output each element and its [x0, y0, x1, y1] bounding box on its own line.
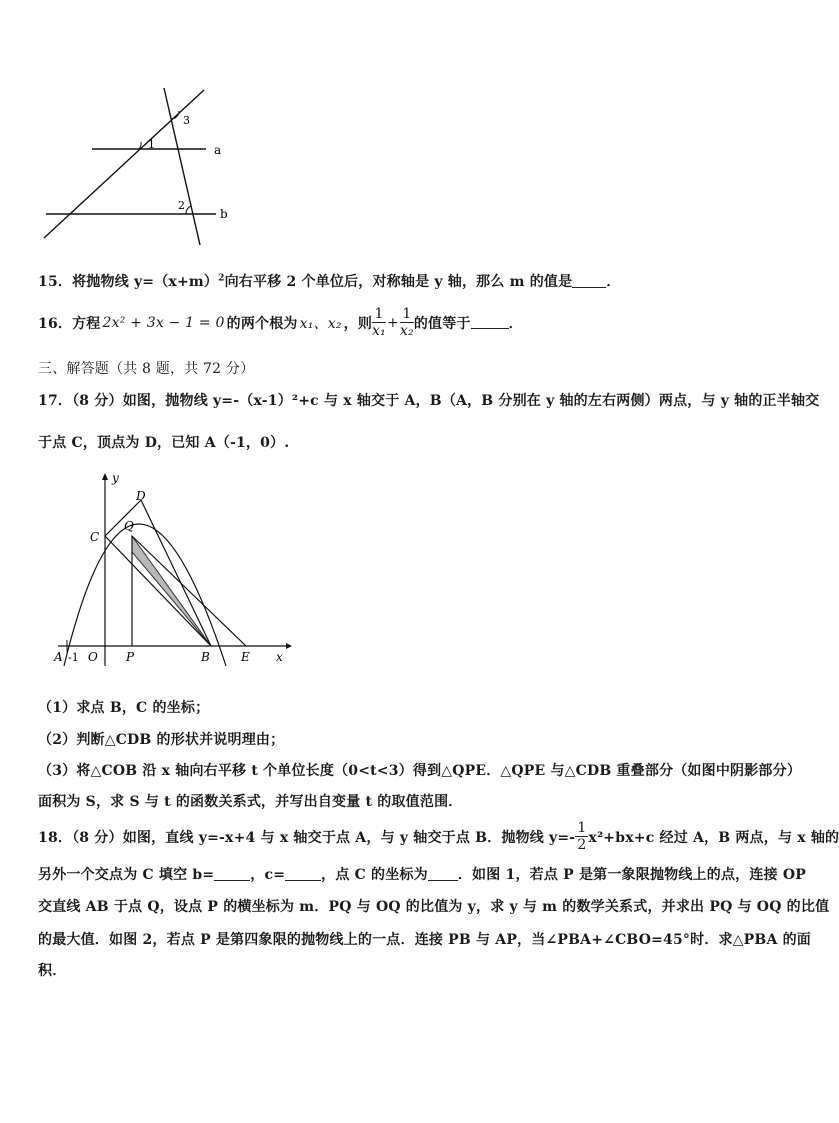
q16-end: ．	[508, 315, 523, 332]
section-3-heading: 三、解答题（共 8 题，共 72 分）	[38, 361, 255, 377]
line-b-label: b	[220, 207, 228, 221]
q15-answer-blank[interactable]	[572, 275, 606, 288]
q16-prefix: 方程	[72, 315, 101, 332]
q18-line-1	[38, 820, 839, 853]
angle-3-arc	[171, 111, 179, 119]
q18-frac-numerator: 1	[577, 820, 587, 836]
label-Q: Q	[124, 519, 134, 533]
label-y: y	[112, 471, 119, 485]
q18-line-2-d: ．如图 1，若点 P 是第一象限抛物线上的点，连接 OP	[457, 867, 806, 883]
q18-line-2-a: 另外一个交点为 C 填空 b=	[38, 867, 215, 883]
q18-line-1-a: 18．（8 分）如图，直线 y=-x+4 与 x 轴交于点 A，与 y 轴交于点 B．抛物线 y=-	[38, 829, 576, 846]
shaded-overlap-region	[132, 536, 211, 646]
label-O: O	[88, 650, 98, 664]
q18-line-2-c: ，点 C 的坐标为	[321, 867, 428, 883]
angle-3-label: 3	[183, 114, 190, 127]
q15-text-b: 向右平移 2 个单位后，对称轴是 y 轴，那么 m 的值是	[224, 274, 573, 290]
transversal-line-2	[164, 88, 200, 245]
q18-blank-point-c[interactable]	[428, 868, 458, 881]
label-minus-1: -1	[68, 651, 79, 664]
q18-line-2	[38, 864, 806, 884]
q16-frac1-denominator: x₁	[372, 323, 386, 339]
line-a-label: a	[214, 143, 222, 157]
angle-2-arc	[186, 206, 191, 214]
y-axis-arrow	[102, 473, 108, 480]
q17-line-1: 17．（8 分）如图，抛物线 y=-（x-1）²+c 与 x 轴交于 A，B（A，B 分别在 y 轴的左右两侧）两点，与 y 轴的正半轴交	[38, 393, 820, 409]
q16-frac1-numerator: 1	[372, 306, 386, 323]
q16-mid: 的两个根为	[226, 315, 298, 332]
segment-CD	[105, 500, 141, 536]
q16-equation: 2x² + 3x − 1 = 0	[102, 314, 225, 331]
q17-subquestion-3-line-2: 面积为 S，求 S 与 t 的函数关系式，并写出自变量 t 的取值范围．	[38, 794, 463, 810]
q16-suffix: 的值等于	[413, 315, 471, 332]
q17-subquestion-3-line-1: （3）将△COB 沿 x 轴向右平移 t 个单位长度（0<t<3）得到△QPE．△QPE 与△CDB 重叠部分（如图中阴影部分）	[38, 763, 802, 779]
q18-frac-denominator: 2	[577, 837, 587, 853]
q15-number: 15．	[38, 274, 73, 290]
label-B: B	[201, 650, 210, 664]
label-A: A	[54, 650, 63, 664]
q16-frac2-denominator: x₂	[399, 323, 414, 339]
x-axis-arrow	[286, 643, 292, 649]
q18-line-2-b: ，c=	[250, 867, 286, 883]
transversal-line-1	[44, 90, 204, 238]
q16-then: ，则	[343, 315, 373, 332]
segment-QE	[132, 536, 246, 646]
question-16	[38, 306, 523, 339]
q18-fraction-half	[575, 820, 588, 853]
q16-plus: +	[386, 314, 399, 331]
q18-blank-c[interactable]	[285, 868, 321, 881]
q18-line-5: 积．	[38, 963, 67, 979]
q17-line-2: 于点 C，顶点为 D，已知 A（-1，0）.	[38, 435, 290, 451]
q18-line-4: 的最大值．如图 2，若点 P 是第四象限的抛物线上的一点．连接 PB 与 AP，当∠PBA+∠CBO=45°时．求△PBA 的面	[38, 932, 811, 948]
q16-number: 16．	[38, 315, 73, 332]
q17-subquestion-1: （1）求点 B，C 的坐标；	[38, 700, 210, 716]
parallel-lines-figure	[40, 84, 240, 249]
parabola-curve	[64, 524, 226, 666]
q16-fraction-2	[400, 306, 414, 339]
q18-line-1-b: x²+bx+c 经过 A，B 两点，与 x 轴的	[588, 829, 839, 846]
label-x: x	[276, 650, 283, 664]
q15-text-a: 将抛物线 y=（x+m）	[72, 274, 219, 290]
label-D: D	[136, 489, 146, 503]
q18-blank-b[interactable]	[214, 868, 250, 881]
q16-roots: x₁、x₂	[299, 315, 342, 332]
q15-end: ．	[606, 274, 621, 290]
angle-2-label: 2	[178, 199, 185, 212]
q16-answer-blank[interactable]	[471, 316, 509, 329]
angle-1-label: 1	[148, 138, 155, 151]
label-C: C	[90, 530, 100, 544]
label-E: E	[241, 650, 250, 664]
q16-frac2-numerator: 1	[400, 306, 414, 323]
parabola-figure	[50, 470, 295, 670]
label-P: P	[126, 650, 135, 664]
q18-line-3: 交直线 AB 于点 Q，设点 P 的横坐标为 m．PQ 与 OQ 的比值为 y，求 y 与 m 的数学关系式，并求出 PQ 与 OQ 的比值	[38, 899, 830, 915]
segment-CB	[105, 536, 211, 646]
question-15	[38, 271, 621, 291]
q15-exponent: 2	[218, 273, 225, 284]
q16-fraction-1	[372, 306, 386, 339]
q17-subquestion-2: （2）判断△CDB 的形状并说明理由；	[38, 732, 285, 748]
